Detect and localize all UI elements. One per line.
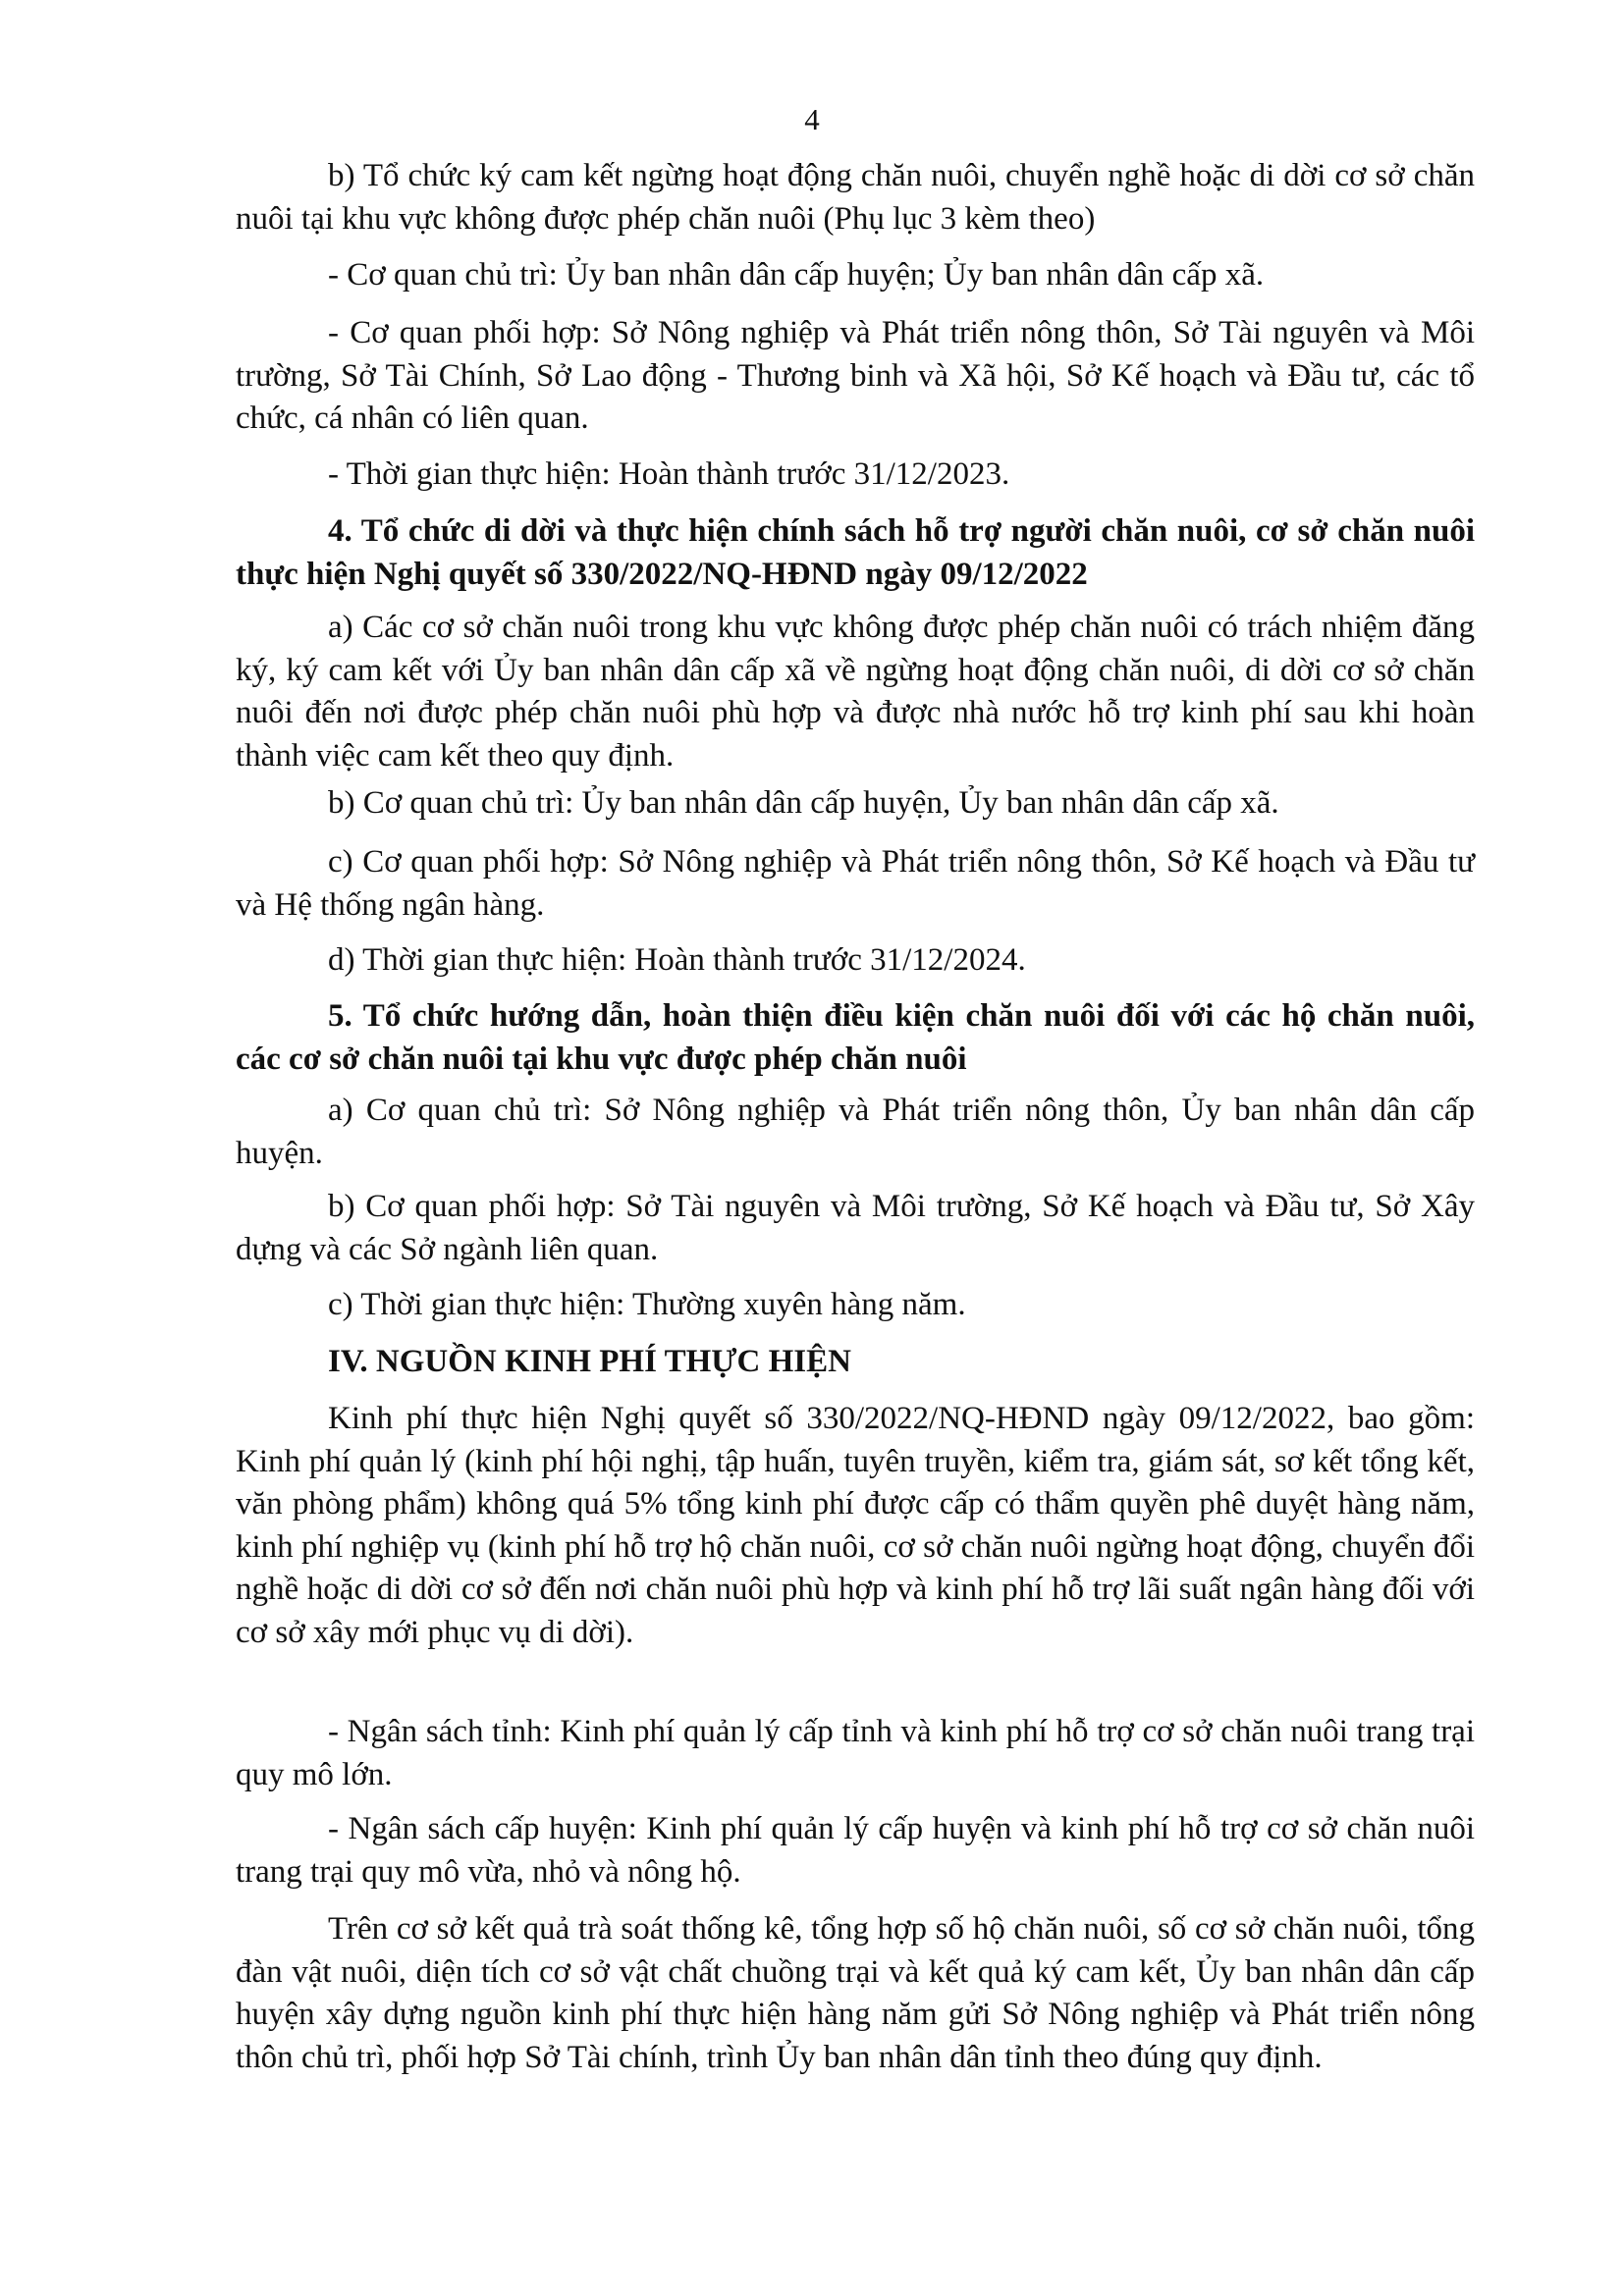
- paragraph-3b-coordinating-agencies: - Cơ quan phối hợp: Sở Nông nghiệp và Phát triển nông thôn, Sở Tài nguyên và Môi trường, Sở Tài Chính, Sở Lao động - Thương binh và Xã hội, Sở Kế hoạch và Đầu tư, các tổ chức, cá nhân có liên quan.: [236, 315, 1475, 436]
- paragraph-iv-funding: Kinh phí thực hiện Nghị quyết số 330/2022/NQ-HĐND ngày 09/12/2022, bao gồm: Kinh phí quản lý (kinh phí hội nghị, tập huấn, tuyên truyền, kiểm tra, giám sát, sơ kết tổng kết, văn phòng phẩm) không quá 5% tổng kinh phí được cấp có thẩm quyền phê duyệt hàng năm, kinh phí nghiệp vụ (kinh phí hỗ trợ hộ chăn nuôi, cơ sở chăn nuôi ngừng hoạt động, chuyển đổi nghề hoặc di dời cơ sở đến nơi chăn nuôi phù hợp và kinh phí hỗ trợ lãi suất ngân hàng đối với cơ sở xây mới phục vụ di dời).: [236, 1401, 1475, 1650]
- paragraph-4b: b) Cơ quan chủ trì: Ủy ban nhân dân cấp huyện, Ủy ban nhân dân cấp xã.: [328, 785, 1279, 821]
- paragraph-3b-lead-agency: - Cơ quan chủ trì: Ủy ban nhân dân cấp huyện; Ủy ban nhân dân cấp xã.: [328, 257, 1265, 293]
- paragraph-3b-timeline: - Thời gian thực hiện: Hoàn thành trước 31/12/2023.: [328, 456, 1010, 492]
- heading-section-iv: IV. NGUỒN KINH PHÍ THỰC HIỆN: [328, 1344, 851, 1379]
- paragraph-4a: a) Các cơ sở chăn nuôi trong khu vực không được phép chăn nuôi có trách nhiệm đăng ký, ký cam kết với Ủy ban nhân dân cấp xã về ngừng hoạt động chăn nuôi, di dời cơ sở chăn nuôi đến nơi được phép chăn nuôi phù hợp và được nhà nước hỗ trợ kinh phí sau khi hoàn thành việc cam kết theo quy định.: [236, 610, 1475, 774]
- paragraph-4c: c) Cơ quan phối hợp: Sở Nông nghiệp và Phát triển nông thôn, Sở Kế hoạch và Đầu tư và Hệ thống ngân hàng.: [236, 844, 1475, 923]
- paragraph-4d: d) Thời gian thực hiện: Hoàn thành trước 31/12/2024.: [328, 942, 1026, 978]
- paragraph-3b-title: b) Tổ chức ký cam kết ngừng hoạt động chăn nuôi, chuyển nghề hoặc di dời cơ sở chăn nuôi tại khu vực không được phép chăn nuôi (Phụ lục 3 kèm theo): [236, 158, 1475, 237]
- heading-section-5: 5. Tổ chức hướng dẫn, hoàn thiện điều kiện chăn nuôi đối với các hộ chăn nuôi, các cơ sở chăn nuôi tại khu vực được phép chăn nuôi: [236, 998, 1475, 1077]
- paragraph-iv-district-budget: - Ngân sách cấp huyện: Kinh phí quản lý cấp huyện và kinh phí hỗ trợ cơ sở chăn nuôi trang trại quy mô vừa, nhỏ và nông hộ.: [236, 1811, 1475, 1890]
- heading-section-4: 4. Tổ chức di dời và thực hiện chính sách hỗ trợ người chăn nuôi, cơ sở chăn nuôi thực hiện Nghị quyết số 330/2022/NQ-HĐND ngày 09/12/2022: [236, 513, 1475, 592]
- paragraph-iv-provincial-budget: - Ngân sách tỉnh: Kinh phí quản lý cấp tỉnh và kinh phí hỗ trợ cơ sở chăn nuôi trang trại quy mô lớn.: [236, 1714, 1475, 1792]
- paragraph-5b: b) Cơ quan phối hợp: Sở Tài nguyên và Môi trường, Sở Kế hoạch và Đầu tư, Sở Xây dựng và các Sở ngành liên quan.: [236, 1189, 1475, 1267]
- paragraph-iv-procedure: Trên cơ sở kết quả trà soát thống kê, tổng hợp số hộ chăn nuôi, số cơ sở chăn nuôi, tổng đàn vật nuôi, diện tích cơ sở vật chất chuồng trại và kết quả ký cam kết, Ủy ban nhân dân cấp huyện xây dựng nguồn kinh phí thực hiện hàng năm gửi Sở Nông nghiệp và Phát triển nông thôn chủ trì, phối hợp Sở Tài chính, trình Ủy ban nhân dân tỉnh theo đúng quy định.: [236, 1911, 1475, 2075]
- paragraph-5a: a) Cơ quan chủ trì: Sở Nông nghiệp và Phát triển nông thôn, Ủy ban nhân dân cấp huyện.: [236, 1093, 1475, 1171]
- page-number: 4: [804, 102, 820, 136]
- paragraph-5c: c) Thời gian thực hiện: Thường xuyên hàng năm.: [328, 1287, 966, 1322]
